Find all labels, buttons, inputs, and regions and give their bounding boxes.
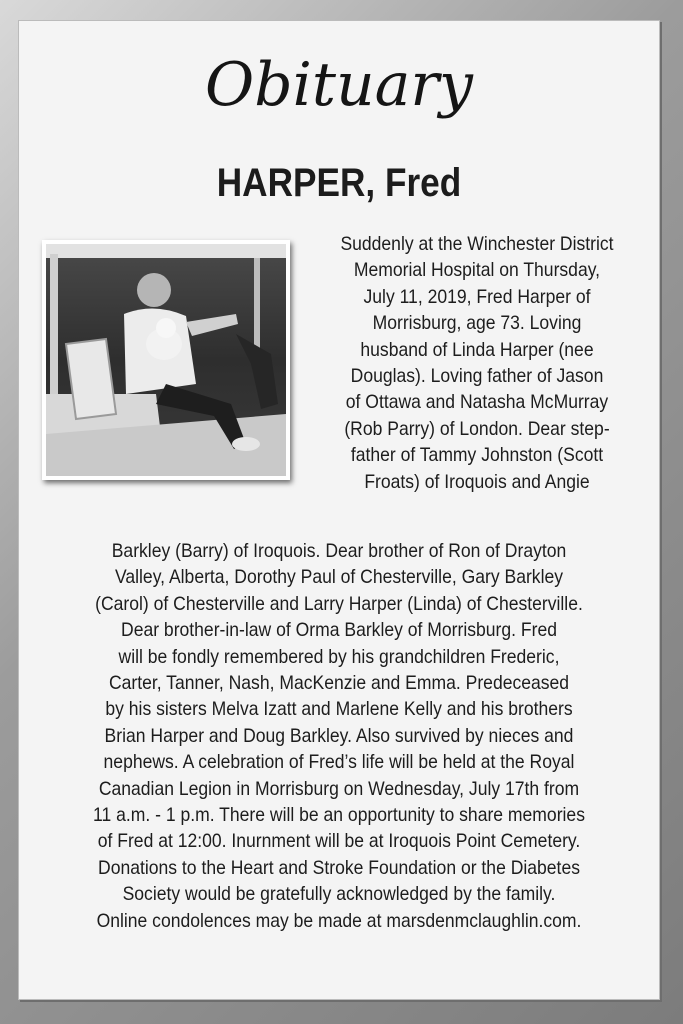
obituary-panel <box>18 20 660 1000</box>
text-line: Dear brother-in-law of Orma Barkley of Morrisburg. Fred <box>121 619 557 642</box>
text-line: Douglas). Loving father of Jason <box>350 365 604 388</box>
text-line: Valley, Alberta, Dorothy Paul of Chesterville, Gary Barkley <box>114 566 564 589</box>
text-line: Froats) of Iroquois and Angie <box>364 470 590 493</box>
text-line: Barkley (Barry) of Iroquois. Dear brother of Ron of Drayton <box>111 540 567 562</box>
obituary-text-bottom <box>37 538 642 934</box>
text-line: Morrisburg, age 73. Loving <box>372 312 582 335</box>
deceased-name: HARPER, Fred <box>216 161 462 205</box>
text-line: Brian Harper and Doug Barkley. Also survived by nieces and <box>104 724 574 747</box>
text-line: Donations to the Heart and Stroke Foundation or the Diabetes <box>98 856 580 879</box>
text-line: father of Tammy Johnston (Scott <box>350 444 604 467</box>
text-line: 11 a.m. - 1 p.m. There will be an opportunity to share memories <box>93 804 585 827</box>
photo-image <box>46 244 286 476</box>
text-line: (Rob Parry) of London. Dear step- <box>344 417 610 440</box>
text-line: Memorial Hospital on Thursday, <box>353 259 601 282</box>
portrait-photo <box>42 240 290 480</box>
text-line: husband of Linda Harper (nee <box>360 338 594 361</box>
text-line: (Carol) of Chesterville and Larry Harper (Linda) of Chesterville. <box>95 592 583 615</box>
obituary-heading: Obituary <box>205 50 473 120</box>
text-line: will be fondly remembered by his grandchildren Frederic, <box>118 645 560 668</box>
text-line: July 11, 2019, Fred Harper of <box>363 285 591 308</box>
text-line: of Fred at 12:00. Inurnment will be at Iroquois Point Cemetery. <box>97 830 581 853</box>
text-line: nephews. A celebration of Fred’s life will be held at the Royal <box>103 751 575 774</box>
text-line: Society would be gratefully acknowledged by the family. <box>122 883 556 906</box>
text-line: by his sisters Melva Izatt and Marlene Kelly and his brothers <box>105 698 573 721</box>
text-line: Online condolences may be made at marsdenmclaughlin.com. <box>96 909 582 932</box>
text-line: Canadian Legion in Morrisburg on Wednesday, July 17th from <box>98 777 580 800</box>
obituary-text-top <box>314 231 640 495</box>
text-line: Suddenly at the Winchester District <box>340 233 614 255</box>
text-line: of Ottawa and Natasha McMurray <box>345 391 609 414</box>
text-line: Carter, Tanner, Nash, MacKenzie and Emma. Predeceased <box>108 672 570 695</box>
